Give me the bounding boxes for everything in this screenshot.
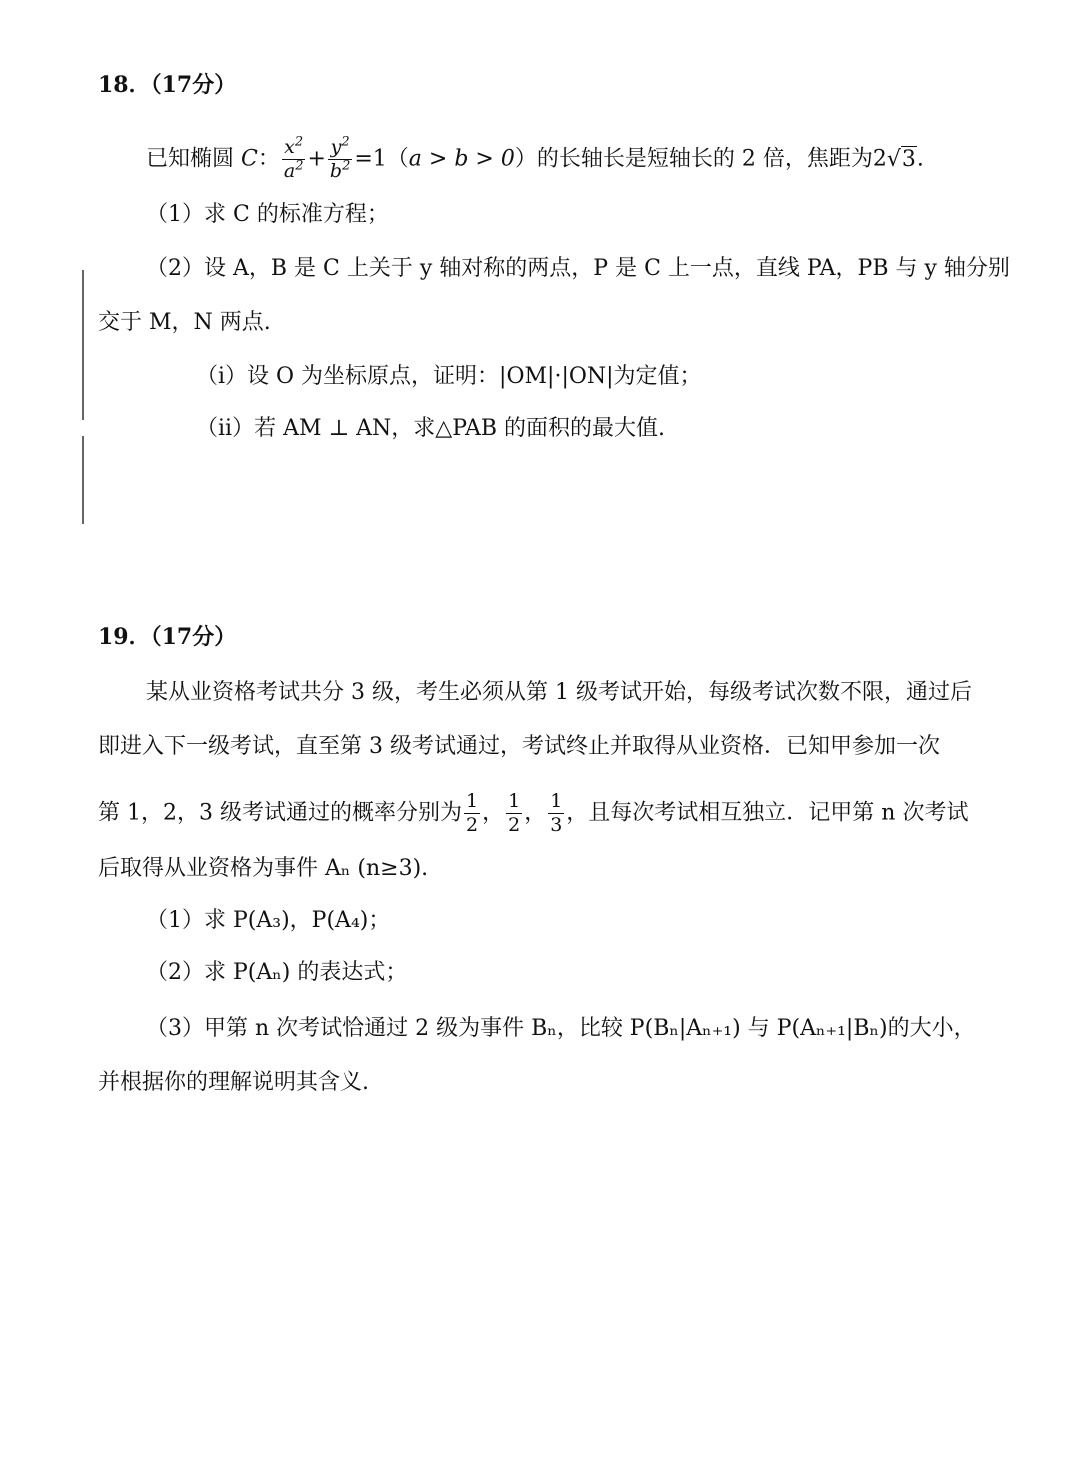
question-18-sub-i: （ⅰ）设 O 为坐标原点，证明：|OM|·|ON|为定值； xyxy=(196,364,702,389)
ellipse-name: C xyxy=(241,146,258,172)
fraction-y2-b2: $\frac{y^2}{b^2}$ xyxy=(329,134,351,182)
question-18-intro: 已知椭圆 C： $\frac{x^2}{a^2}$ + $\frac{y^2}{b^2}$ =1（a > b > 0）的长轴长是短轴长的 2 倍，焦距为2√3. xyxy=(146,134,924,182)
line3-prefix: 第 1，2，3 级考试通过的概率分别为 xyxy=(98,800,462,826)
question-19-line2: 即进入下一级考试，直至第 3 级考试通过，考试终止并取得从业资格．已知甲参加一次 xyxy=(98,734,940,759)
question-19-line3: 第 1，2，3 级考试通过的概率分别为 $\frac{1}{2}$ ， $\frac{1}{2}$ ， $\frac{1}{3}$ ，且每次考试相互独立．记甲第 n 次考试 xyxy=(98,790,969,836)
question-18-part2-line1: （2）设 A，B 是 C 上关于 y 轴对称的两点，P 是 C 上一点，直线 PA，PB 与 y 轴分别 xyxy=(146,256,1010,281)
question-18-header: 18．（17分） xyxy=(98,72,237,98)
question-19-header: 19．（17分） xyxy=(98,624,237,650)
question-18-part2-line2: 交于 M，N 两点. xyxy=(98,310,271,335)
question-19-line4: 后取得从业资格为事件 Aₙ (n≥3). xyxy=(98,856,429,881)
question-19-part1: （1）求 P(A₃)，P(A₄)； xyxy=(146,908,391,933)
colon: ： xyxy=(257,146,280,172)
question-18-part1: （1）求 C 的标准方程； xyxy=(146,202,389,227)
fraction-x2-a2: $\frac{x^2}{a^2}$ xyxy=(283,134,304,182)
equation-rhs: =1（ xyxy=(354,146,409,172)
intro-tail: ）的长轴长是短轴长的 2 倍，焦距为 xyxy=(514,146,873,172)
intro-text: 已知椭圆 xyxy=(146,146,241,172)
question-19-line1: 某从业资格考试共分 3 级，考生必须从第 1 级考试开始，每级考试次数不限，通过后 xyxy=(146,680,972,705)
question-19-part2: （2）求 P(Aₙ) 的表达式； xyxy=(146,960,408,985)
probability-fraction: $\frac{1}{2}$ xyxy=(508,790,521,836)
line3-suffix: ，且每次考试相互独立．记甲第 n 次考试 xyxy=(566,800,969,826)
question-19-part3-line2: 并根据你的理解说明其含义. xyxy=(98,1070,369,1095)
probability-fraction: $\frac{1}{2}$ xyxy=(465,790,479,836)
focal-coef: 2 xyxy=(872,146,887,172)
sqrt-3: √3 xyxy=(886,146,916,172)
question-18-sub-ii: （ⅱ）若 AM ⊥ AN，求△PAB 的面积的最大值. xyxy=(196,416,666,441)
margin-bar xyxy=(82,436,84,524)
probability-fraction: $\frac{1}{3}$ xyxy=(550,790,563,836)
question-19-part3-line1: （3）甲第 n 次考试恰通过 2 级为事件 Bₙ，比较 P(Bₙ|Aₙ₊₁) 与 P(Aₙ₊₁|Bₙ)的大小， xyxy=(146,1016,976,1041)
condition: a > b > 0 xyxy=(408,146,515,172)
margin-bar xyxy=(82,270,84,420)
